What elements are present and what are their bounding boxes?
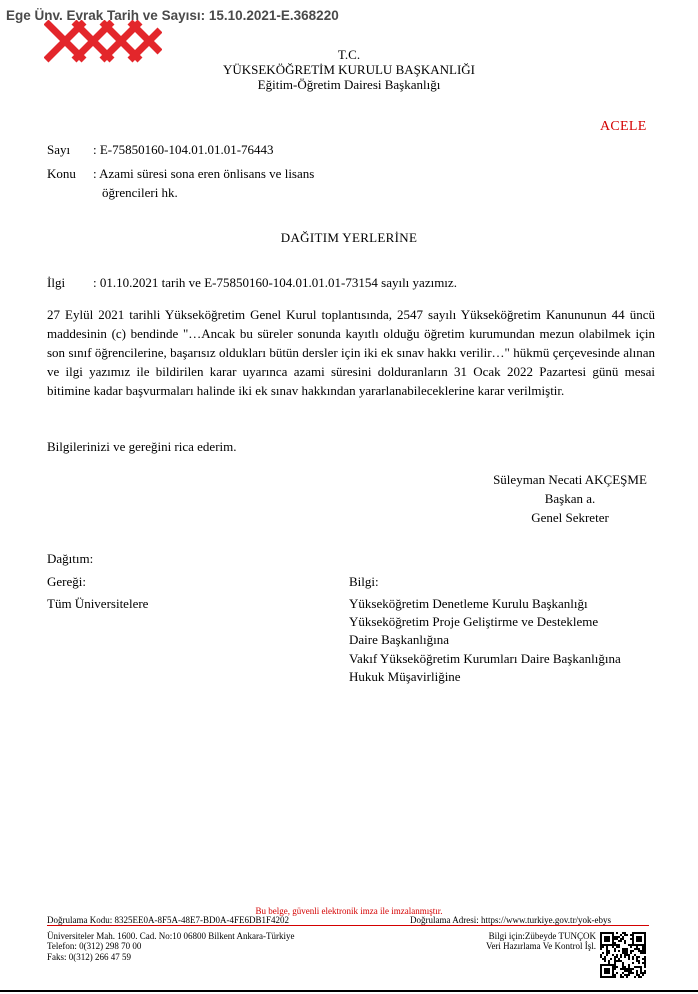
signature-title-1: Başkan a. xyxy=(544,491,596,506)
footer-info-role: Veri Hazırlama Ve Kontrol İşl. xyxy=(485,941,596,951)
ilgi-label: İlgi xyxy=(47,275,66,290)
e-signature-note: Bu belge, güvenli elektronik imza ile imzalanmıştır. xyxy=(255,906,443,916)
header-tc: T.C. xyxy=(337,47,361,62)
konu-line-2: öğrencileri hk. xyxy=(102,185,178,200)
bilgi-line: Vakıf Yükseköğretim Kurumları Daire Başkanlığına xyxy=(349,651,621,666)
document-title: DAĞITIM YERLERİNE xyxy=(280,230,418,245)
header-institution: YÜKSEKÖĞRETİM KURULU BAŞKANLIĞI xyxy=(222,62,476,77)
verification-address[interactable]: Doğrulama Adresi: https://www.turkiye.gov.tr/yok-ebys xyxy=(410,915,612,925)
footer-info-contact: Bilgi için:Zübeyde TUNÇOK xyxy=(488,931,596,941)
page-bottom-border xyxy=(0,990,698,992)
bilgi-line: Daire Başkanlığına xyxy=(349,632,449,647)
verification-code: Doğrulama Kodu: 8325EE0A-8F5A-48E7-BD0A-4FE6DB1F4202 xyxy=(47,915,289,925)
ilgi-value: : 01.10.2021 tarih ve E-75850160-104.01.01.01-73154 sayılı yazımız. xyxy=(93,275,457,290)
registry-stamp: Ege Ünv. Evrak Tarih ve Sayısı: 15.10.2021-E.368220 xyxy=(6,8,339,23)
signature-title-2: Genel Sekreter xyxy=(531,510,609,525)
bilgi-line: Yükseköğretim Proje Geliştirme ve Destekleme xyxy=(349,614,599,629)
bilgi-label: Bilgi: xyxy=(349,574,379,589)
sayi-label: Sayı xyxy=(47,142,71,157)
urgency-label: ACELE xyxy=(600,119,647,134)
konu-label: Konu xyxy=(47,166,76,181)
yok-logo xyxy=(44,20,162,64)
closing-line: Bilgilerinizi ve gereğini rica ederim. xyxy=(47,439,237,454)
signature-name: Süleyman Necati AKÇEŞME xyxy=(493,472,647,487)
qr-code-icon xyxy=(600,932,646,978)
bilgi-line: Hukuk Müşavirliğine xyxy=(349,669,461,684)
gerei-label: Gereği: xyxy=(47,574,86,589)
distribution-heading: Dağıtım: xyxy=(47,551,94,566)
footer-address: Üniversiteler Mah. 1600. Cad. No:10 06800 Bilkent Ankara-Türkiye xyxy=(47,931,295,941)
footer-fax: Faks: 0(312) 266 47 59 xyxy=(47,952,131,962)
header-department: Eğitim-Öğretim Dairesi Başkanlığı xyxy=(257,77,441,92)
body-paragraph: 27 Eylül 2021 tarihli Yükseköğretim Genel Kurul toplantısında, 2547 sayılı Yükseköğretim Kanununun 44 üncü maddesinin (c) bendinde "…Ancak bu süreler sonunda kayıtlı olduğu öğretim kurumundan mezun olabilmek için son sınıf öğrencilerine, başarısız oldukları bütün dersler için iki ek sınav hakkı verilir…" hükmü çerçevesinde alınan ve ilgi yazımız ile bildirilen karar uyarınca azami süresini dolduranların 31 Ocak 2022 Pazartesi günü mesai bitimine kadar başvurmaları halinde iki ek sınav hakkından yararlanabileceklerine karar verilmiştir. xyxy=(47,307,655,398)
bilgi-line: Yükseköğretim Denetleme Kurulu Başkanlığı xyxy=(349,596,588,611)
footer-phone: Telefon: 0(312) 298 70 00 xyxy=(47,941,142,951)
konu-line-1: : Azami süresi sona eren önlisans ve lisans xyxy=(93,166,315,181)
gerei-item: Tüm Üniversitelere xyxy=(47,596,149,611)
sayi-value: : E-75850160-104.01.01.01-76443 xyxy=(93,142,274,157)
footer-divider xyxy=(47,925,649,926)
